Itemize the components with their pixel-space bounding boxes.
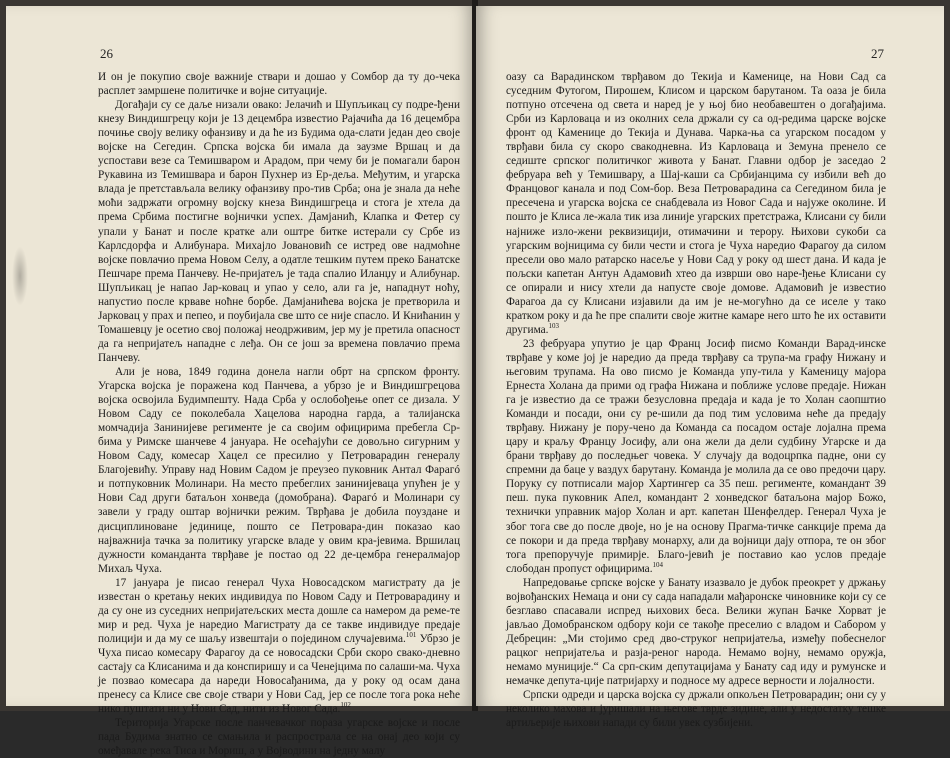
- right-page: [476, 6, 944, 730]
- page-number-right: 27: [871, 46, 884, 61]
- paragraph: [506, 70, 886, 337]
- paragraph: [98, 576, 460, 716]
- footnote-ref: 102: [340, 701, 351, 710]
- paragraph-text: 23 фебруара упутио је цар Франц Јосиф писмо Команди Варад-инске тврђаве у коме јој је наредио да преда тврђаву са трупа-ма графу Нижану и његовим трупама. На ово писмо је Команда упу-тила у Каменицу мајора Ернеста Холана да прими од графа Нижана и поближе услове предаје. Нижан га је известио да се тражи безусловна предаја и када је то Холан саопштио Команди и посади, они су ре-шили да под тим условима неће да предају тврђаву. Нижану је пору-чено да Команда са посадом остаје лојална према цару и краљу Францу Јосифу, али она жели да дели судбину Угарске и да брани тврђаву до последњег човека. У случају да водоцрпка падне, они су спремни да баце у ваздух барутану. Команда је молила да се ово предочи цару. Поруку су потписали мајор Хартингер са 35 пеш. регименте, командант 39 пеш. пука пуковник Апел, командант 2 хонведског батаљона мајор Божо, технички управник мајор Холан и арт. капетан Шенфелдер. Генерал Чуха је због тога све до после двоје, но је на основу Прагма-тичке санкције према да се покори и да преда тврђаву монарху, али да војници дају отпора, те он због тога препоручује примирје. Благо-јевић је поставио као услов предаје слободан пропуст официрима.: [506, 337, 886, 575]
- paragraph: Догађаји су се даље низали овако: Јелачић и Шупљикац су подре-ђени кнезу Виндишгрецу који је 13 децембра известио Рајачића да 16 децембра почиње своју велику офанзиву и да ће из Будима ода-слати један део своје војске на Сегедин. Српска војска би имала да заузме Вршац и да успостави везе са Темишваром и Арадом, при чему би је помагали барон Рукавина из Темишвара и барон Пухнер из Ер-деља. Међутим, и угарска влада је претстављала велику офанзиву про-тив Срба; она је знала да неће моћи задржати огромну војску кнеза Виндишгреца и стога је хтела да према Србима постигне војнички успех. Дамјанић, Клапка и Фетер су упали у Банат и после кратке али оштре битке истерали су Србе из Карлсдорфа и Алибунара. Михајло Јовановић се истред ове надмоћне војске повлачио према Новом Селу, а одатле тешким путем преко Банатске Пешчаре према Панчеву. Не-пријатељ је тада спалио Иланџу и Алибунар. Шупљикац је напао Јар-ковац и упао у село, али га је, нападнут ноћу, напустио после крваве ноћне борбе. Дамјанићева војска је претворила и Јарковац у прах и пепео, и поубијала све што се није спасло. И Книћанин у Томашевцу је осетио свој положај неодрживим, јер му је претила опасност да га непријатељ нападне с леђа. Он се још за времена повлачио према Панчеву.: [98, 99, 460, 364]
- paragraph: И он је покупио своје важније ствари и дошао у Сомбор да ту до-чека расплет замршене политичке и војне ситуације.: [98, 71, 460, 98]
- paragraph: Територија Угарске после панчевачког пораза угарске војске и после пада Будима знатно се смањила и распрострала се на онај део који су омеђавале река Тиса и Мориш, а у Војводини на једну малу: [98, 717, 460, 758]
- paragraph-text: оазу са Варадинском тврђавом до Текија и Каменице, на Нови Сад са суседним Футогом, Пирошем, Клисом и царском барутаном. Та оаза је била потпуно отсечена од света и наред је у њој био необавештен о догађајима. Срби из Карловаца и из околних села држали су са од-редима царске војске фронт од Каменице до Текија и Дунава. Чарка-ња са угарском посадом у тврђави била су скоро свакодневна. Из Карловаца и Земуна пренело се седиште српског политичког живота у Банат. Главни одбор је заседао 2 фебруара већ у Темишвару, а Шај-каши са Србијанцима су избили већ до Францовог канала и под Сом-бор. Веза Петроварадина са Сегедином била је пресечена и угарска војска се снабдевала из Новог Сада и најуже околине. И пошто је Клиса ле-жала тик иза линије угарских претстража, Клисани су били најниже изло-жени реквизицији, отимачини и терору. Њихови сукоби са угарским војницима су били чести и стога је Чуха наредио Фарагоу да силом пресели ово мало ратарско насеље у Нови Сад у року од шест дана. И када је пољски капетан Антун Адамовић хтео да изврши ово наре-ђење Клисани су се опирали и нису хтели да напусте своје домове. Адамовић је известио Фарагоа да су Клисани изјавили да им је не-могућно да се иселе у тако кратком року и да ће пре спалити своје житне камаре него што ће их оставити другима.: [506, 71, 886, 336]
- footnote-ref: 104: [652, 560, 664, 569]
- footnote-ref: 101: [405, 631, 417, 640]
- paragraph-text: 17 јануара је писао генерал Чуха Новосадском магистрату да је известан о кретању неких индивидуа по Новом Саду и Петроварадину и да су оне из суседних непријатељских места дошле са намером да реме-те мир и ред. Чуха је наредио Магистрату да се такве индивидуе предаје полицији и да му се шаљу извештаји о поједином случајевима.: [98, 576, 460, 645]
- left-page: [6, 6, 474, 758]
- page-number-left: 26: [100, 46, 113, 61]
- left-page-text: [98, 70, 460, 758]
- paragraph: [506, 337, 886, 576]
- page-stain: [12, 246, 28, 306]
- paragraph: Напредовање српске војске у Банату изазвало је дубок преокрет у држању војвођанских Немаца и они су сада нападали мађаронске чиновнике који су се безглаво спасавали испред њихових беса. Велики жупан Бачке Хорват је јављао Домобранском одбору који се такође преселио с владом и Сабором у Дебрецин: „Ми стојимо сред дво-струког непријатеља, између побеснелог рацког непријатеља и разја-реног народа. Немамо војну, немамо оружја, немамо муниције.“ Са срп-ским депутацијама у Банату сад иду и румунске и немачке депута-ције патријарху и подносе му адресе верности и лојалности.: [506, 576, 886, 688]
- paragraph-text: Убрзо је Чуха писао комесару Фарагоу да се новосадски Срби скоро свако-дневно састају са Клисанима и да конспиришу и са Ченејцима по салаши-ма. Чуха је позвао комесара да нареди Новосађанима, да у року од осам дана пренесу са Клисе све своје ствари у Нови Сад, јер се после тога рока неће нико пуштати ни у Нови Сад, нити из Новог Сада.: [98, 632, 460, 716]
- footnote-ref: 103: [548, 322, 559, 331]
- paragraph: Али је нова, 1849 година донела нагли обрт на српском фронту. Угарска војска је поражена код Панчева, а убрзо је и Виндишгрецова војска освојила Будимпешту. Нада Срба у ослобођење опет се дизала. У Новом Саду се поколебала Хацелова народна гарда, а талијанска момчадија Занинијеве регименте је са својим официрима пребегла Ср-бима у Римске шанчеве 4 јануара. Не осећајући се довољно сигурним у Новом Саду, комесар Хацел се пресилио у Петроварадин генералу Благојевићу. Управу над Новим Садом је преузео пуковник Антал Фарагó и потпуковник Молинари. На место пребеглих занинијеваца упућен је у Нови Сад други батаљон хонведа (домобрана). Фарагó и Молинари су завели у граду оштар војнички режим. Тврђава је добила поуздане и дисциплиноване јединице, пошто се Петровара-дин показао као најважнија тачка за политику угарске владе у овим кра-јевима. Вршилац дужности команданта тврђаве је постао од 22 де-цембра генералмајор Михаљ Чуха.: [98, 365, 460, 575]
- paragraph: Српски одреди и царска војска су држали опкољен Петроварадин; они су у неколико махова и јуришали на његове тврде зидине, али у недостатку тешке артиљерије њихови напади су били увек сузбијени.: [506, 689, 886, 730]
- right-page-text: [506, 70, 886, 730]
